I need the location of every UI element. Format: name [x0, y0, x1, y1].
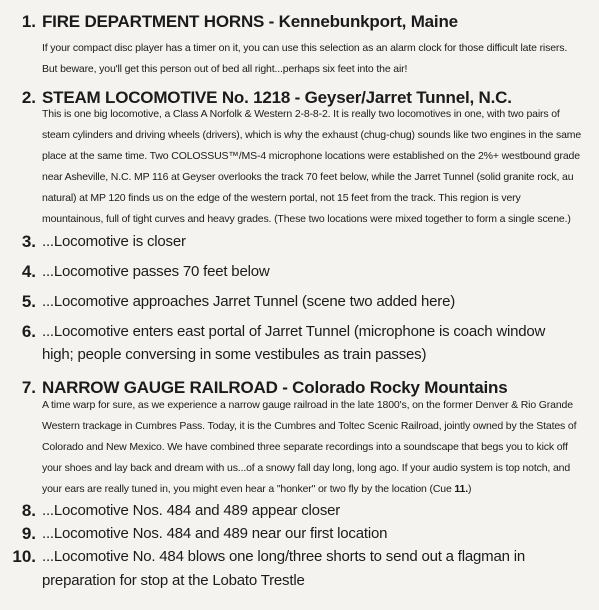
track-number: 5.	[21, 292, 36, 311]
track-number: 1.	[21, 12, 36, 31]
description-line: Colorado and New Mexico. We have combined three separate recordings into a soundscape that begs you to kick off	[42, 441, 568, 453]
description-line: steam cylinders and driving wheels (drivers), which is why the exhaust (chug-chug) sounds like two engines in the same	[42, 129, 582, 141]
track-text: ...Locomotive is closer	[42, 233, 186, 250]
description-line: near Asheville, N.C. MP 116 at Geyser overlooks the track 70 feet below, while the Jarret Tunnel (solid granite rock, au	[42, 171, 574, 183]
cue-number: 11.	[454, 483, 468, 495]
track-text: ...Locomotive Nos. 484 and 489 near our first location	[42, 525, 388, 542]
track-number: 8.	[21, 501, 36, 520]
track-number: 9.	[21, 524, 36, 543]
description-line: This is one big locomotive, a Class A Norfolk & Western 2-8-8-2. It is really two locomotives in one, with two pairs of	[42, 108, 560, 120]
track-title: FIRE DEPARTMENT HORNS - Kennebunkport, Maine	[42, 12, 458, 31]
description-line: natural) at MP 120 finds us on the edge of the western portal, not 15 feet from the track. This region is very	[42, 192, 521, 204]
description-line: your shoes and lay back and dream with us...of a snowy fall day long, long ago. If your audio system is top notch, and	[42, 462, 571, 474]
track-number: 7.	[21, 378, 36, 397]
closing-paren: )	[468, 483, 472, 495]
description-line: A time warp for sure, as we experience a narrow gauge railroad in the late 1800's, on the former Denver & Rio Grande	[42, 399, 573, 411]
track-text-continued: high; people conversing in some vestibules as train passes)	[42, 346, 427, 363]
track-description	[42, 104, 582, 230]
track-text: ...Locomotive passes 70 feet below	[42, 263, 270, 280]
description-line: If your compact disc player has a timer on it, you can use this selection as an alarm clock for those difficult late risers.	[42, 42, 568, 54]
track-text: ...Locomotive No. 484 blows one long/three shorts to send out a flagman in	[42, 548, 525, 565]
description-line	[42, 479, 582, 500]
track-number: 6.	[21, 322, 36, 341]
track-text: ...Locomotive approaches Jarret Tunnel (scene two added here)	[42, 293, 456, 310]
description-line: place at the same time. Two COLOSSUS™/MS-4 microphone locations were established on the 2%+ westbound grade	[42, 150, 580, 162]
track-number: 10.	[12, 547, 36, 566]
track-text-continued: preparation for stop at the Lobato Trestle	[42, 572, 305, 589]
track-description	[42, 395, 582, 500]
track-text: ...Locomotive Nos. 484 and 489 appear closer	[42, 502, 341, 519]
track-number: 4.	[21, 262, 36, 281]
description-text: your ears are really tuned in, you might even hear a "honker" or two fly by the location (Cue	[42, 483, 455, 495]
track-description	[42, 38, 582, 80]
description-line: Western trackage in Cumbres Pass. Today, it is the Cumbres and Toltec Scenic Railroad, jointly owned by the States of	[42, 420, 577, 432]
track-title: STEAM LOCOMOTIVE No. 1218 - Geyser/Jarret Tunnel, N.C.	[42, 88, 512, 107]
description-line: mountainous, full of tight curves and heavy grades. (These two locations were mixed together to form a single scene.)	[42, 213, 571, 225]
track-title: NARROW GAUGE RAILROAD - Colorado Rocky Mountains	[42, 378, 508, 397]
description-line: But beware, you'll get this person out of bed all right...perhaps six feet into the air!	[42, 63, 408, 75]
track-number: 2.	[21, 88, 36, 107]
track-number: 3.	[21, 232, 36, 251]
track-text: ...Locomotive enters east portal of Jarret Tunnel (microphone is coach window	[42, 323, 546, 340]
